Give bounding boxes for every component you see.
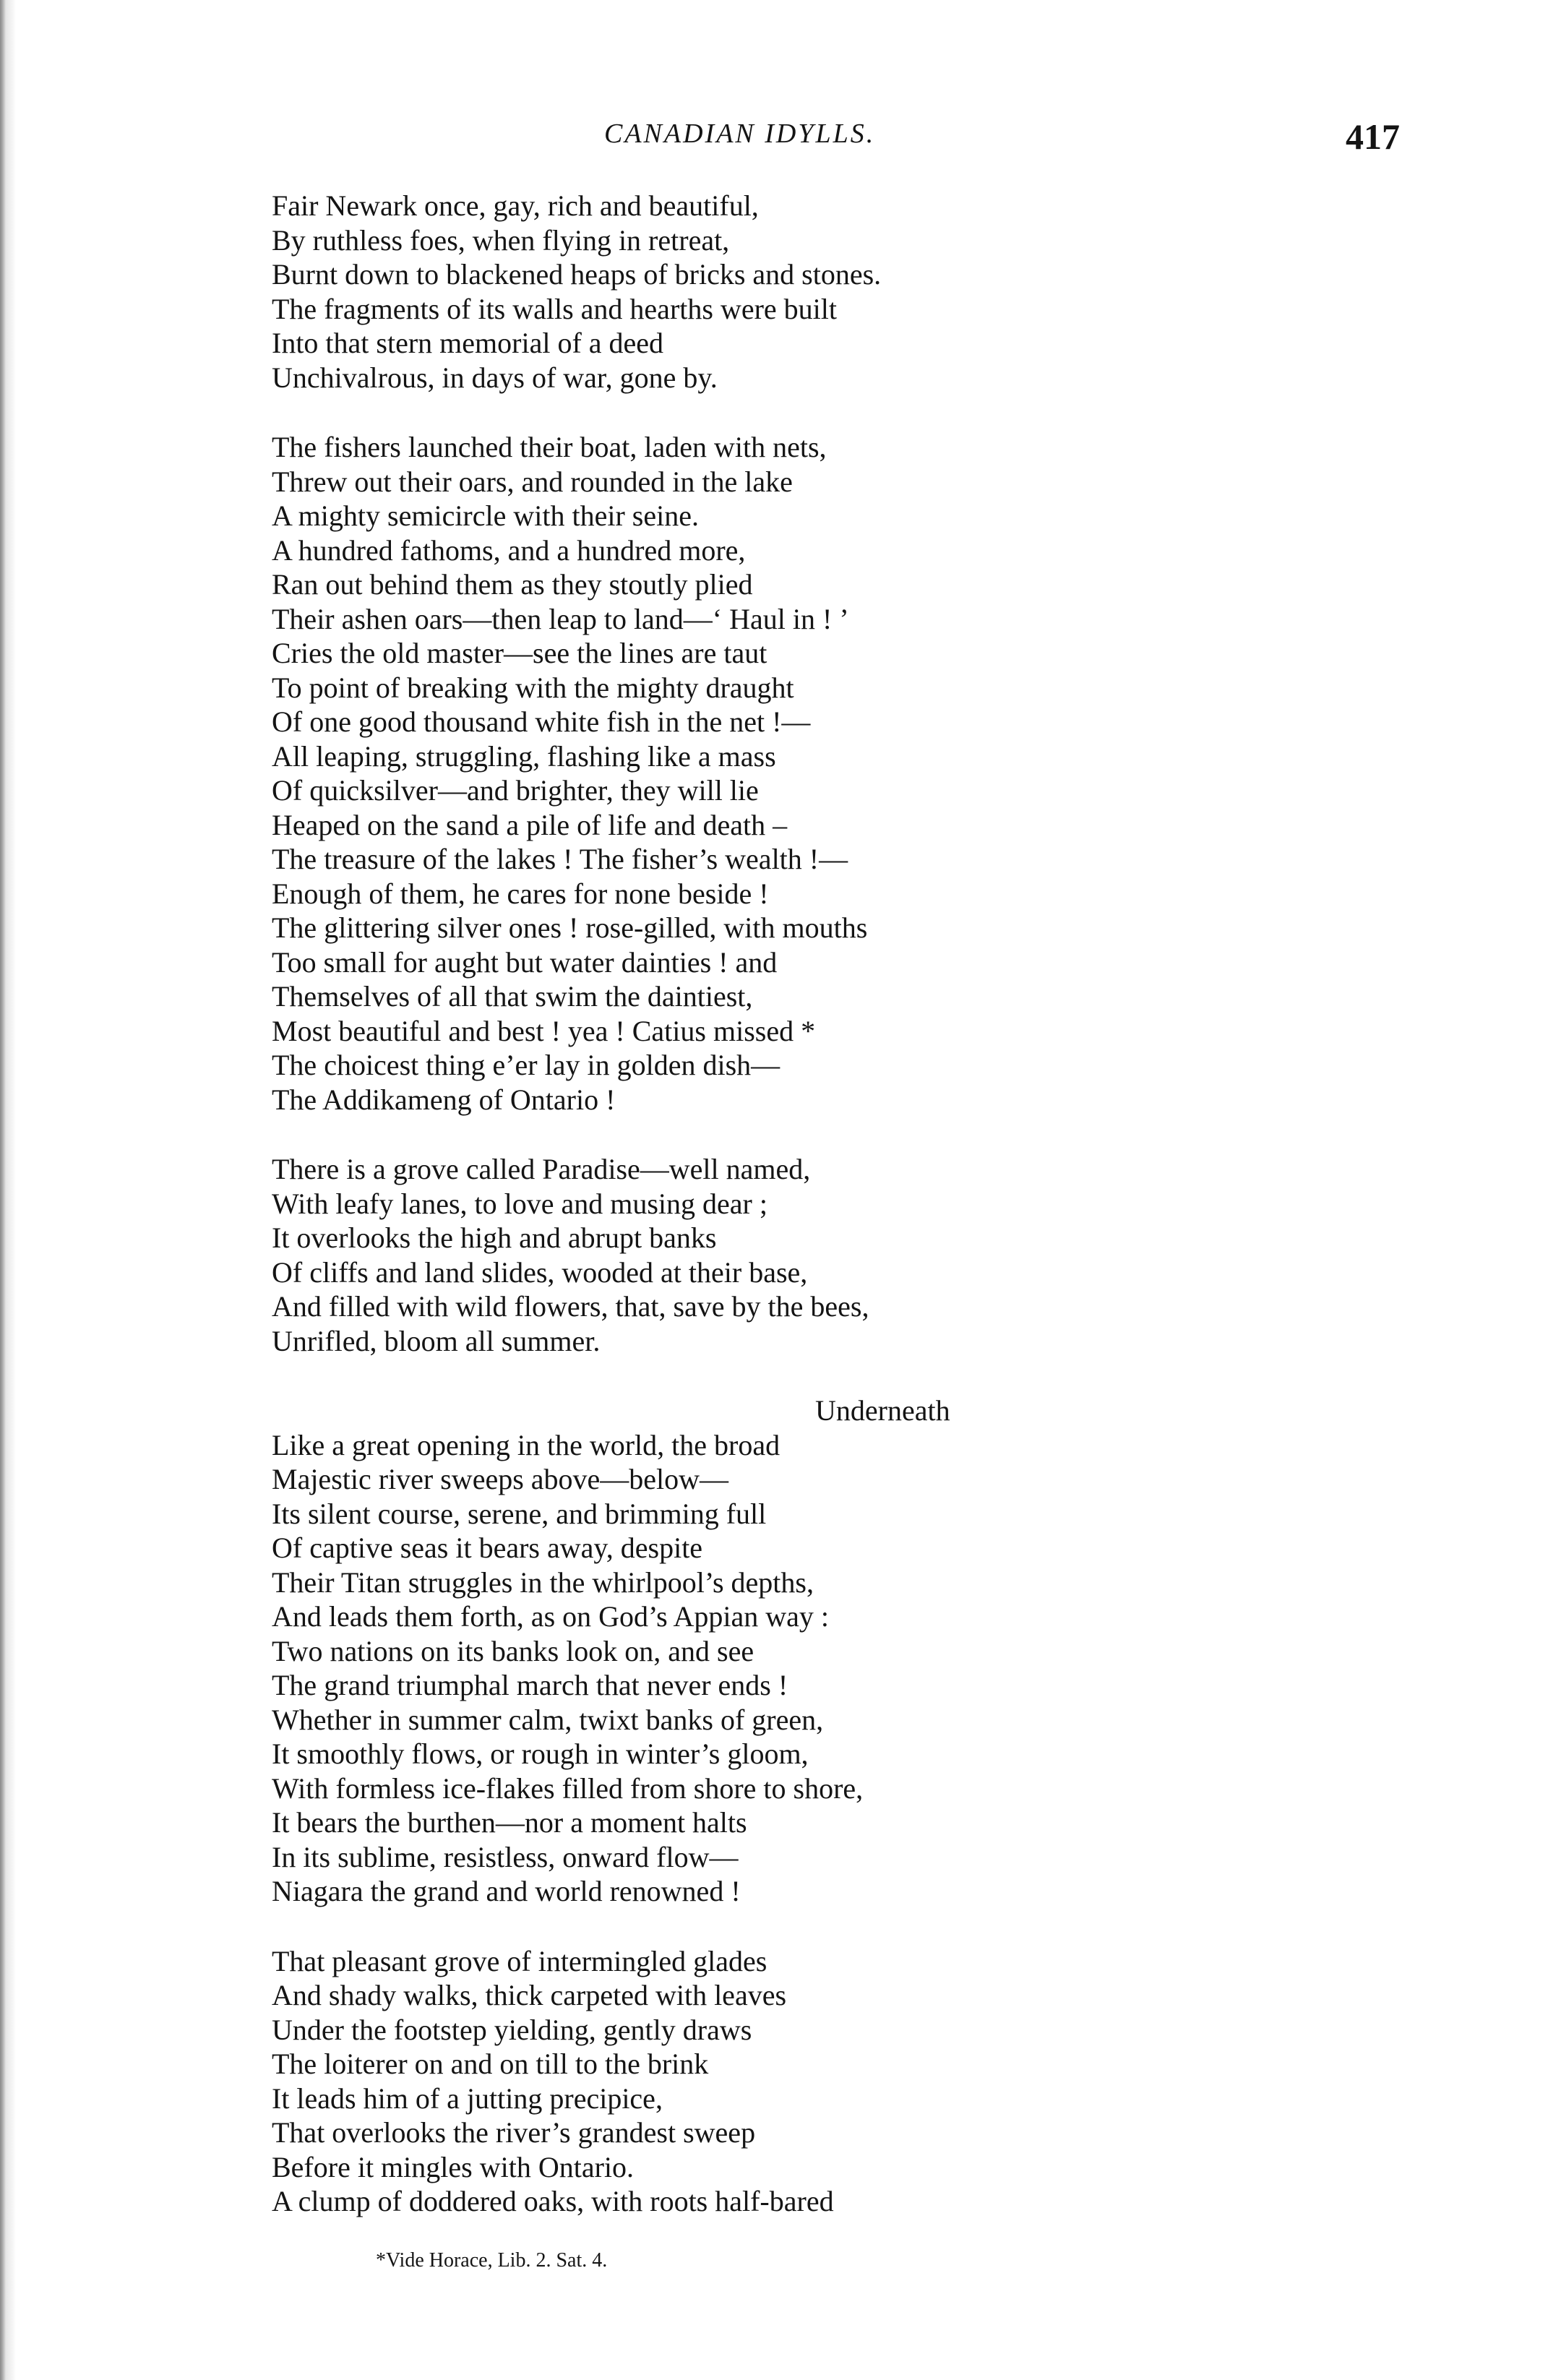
stanza-3	[272, 1152, 1110, 1358]
verse-line: Heaped on the sand a pile of life and death –	[272, 808, 788, 841]
verse-line: The grand triumphal march that never ends !	[272, 1669, 788, 1701]
page-number: 417	[1346, 116, 1400, 157]
verse-line: Of quicksilver—and brighter, they will lie	[272, 774, 759, 807]
running-title: CANADIAN IDYLLS.	[604, 119, 876, 149]
verse-line: The choicest thing e’er lay in golden dish—	[272, 1049, 780, 1081]
verse-line: And shady walks, thick carpeted with leaves	[272, 1979, 787, 2011]
verse-line: With leafy lanes, to love and musing dear ;	[272, 1187, 767, 1220]
scanned-page-edge	[0, 0, 16, 2380]
verse-line: In its sublime, resistless, onward flow—	[272, 1840, 739, 1873]
verse-line: Threw out their oars, and rounded in the lake	[272, 465, 793, 498]
stanza-1	[272, 189, 1110, 395]
verse-line: It smoothly flows, or rough in winter’s gloom,	[272, 1737, 809, 1770]
verse-line-indented: Underneath	[815, 1394, 950, 1427]
verse-line: It overlooks the high and abrupt banks	[272, 1221, 717, 1254]
verse-line: Of cliffs and land slides, wooded at their base,	[272, 1255, 808, 1289]
verse-line: There is a grove called Paradise—well named,	[272, 1153, 811, 1185]
verse-line: Cries the old master—see the lines are taut	[272, 637, 767, 669]
verse-line: Their Titan struggles in the whirlpool’s depths,	[272, 1565, 814, 1599]
poem-body	[272, 189, 1110, 2254]
verse-line: Of captive seas it bears away, despite	[272, 1531, 703, 1564]
verse-line: The loiterer on and on till to the brink	[272, 2048, 709, 2080]
verse-line: The glittering silver ones ! rose-gilled, with mouths	[272, 911, 868, 944]
verse-line: Fair Newark once, gay, rich and beautiful,	[272, 189, 759, 222]
verse-line: To point of breaking with the mighty draught	[272, 671, 794, 704]
verse-line: Niagara the grand and world renowned !	[272, 1875, 741, 1907]
footnote: *Vide Horace, Lib. 2. Sat. 4.	[376, 2249, 608, 2272]
verse-line: Unchivalrous, in days of war, gone by.	[272, 361, 718, 394]
verse-line: Themselves of all that swim the daintiest,	[272, 980, 753, 1013]
verse-line: A hundred fathoms, and a hundred more,	[272, 533, 746, 567]
verse-line: And leads them forth, as on God’s Appian way :	[272, 1600, 829, 1633]
verse-line: Under the footstep yielding, gently draws	[272, 2013, 752, 2046]
verse-line: Two nations on its banks look on, and see	[272, 1634, 754, 1667]
verse-line: A mighty semicircle with their seine.	[272, 499, 699, 532]
verse-line: Majestic river sweeps above—below—	[272, 1463, 729, 1495]
verse-line: Into that stern memorial of a deed	[272, 327, 664, 359]
verse-line: All leaping, struggling, flashing like a mass	[272, 739, 776, 773]
verse-line: With formless ice-flakes filled from shore to shore,	[272, 1771, 864, 1805]
verse-line: Too small for aught but water dainties ! and	[272, 945, 778, 979]
stanza-5	[272, 1944, 1110, 2219]
verse-line: Their ashen oars—then leap to land—‘ Haul in ! ’	[272, 602, 849, 635]
stanza-2	[272, 430, 1110, 1117]
verse-line: Its silent course, serene, and brimming full	[272, 1497, 767, 1530]
verse-line: By ruthless foes, when flying in retreat,	[272, 223, 730, 257]
verse-line: Most beautiful and best ! yea ! Catius missed *	[272, 1014, 816, 1047]
verse-line: Before it mingles with Ontario.	[272, 2150, 635, 2183]
verse-line: Ran out behind them as they stoutly plied	[272, 568, 753, 601]
verse-line: Whether in summer calm, twixt banks of green,	[272, 1703, 824, 1736]
stanza-4	[272, 1393, 1110, 1909]
verse-line: Enough of them, he cares for none beside !	[272, 877, 769, 910]
verse-line: Burnt down to blackened heaps of bricks and stones.	[272, 258, 882, 291]
verse-line: That overlooks the river’s grandest sweep	[272, 2116, 756, 2149]
verse-line: It leads him of a jutting precipice,	[272, 2082, 663, 2115]
verse-line: A clump of doddered oaks, with roots half-bared	[272, 2185, 834, 2217]
verse-line: It bears the burthen—nor a moment halts	[272, 1806, 747, 1839]
verse-line: Like a great opening in the world, the broad	[272, 1428, 780, 1461]
verse-line: And filled with wild flowers, that, save by the bees,	[272, 1290, 869, 1323]
verse-line: Of one good thousand white fish in the net !—	[272, 705, 811, 738]
verse-line: Unrifled, bloom all summer.	[272, 1324, 601, 1357]
verse-line: The Addikameng of Ontario !	[272, 1083, 616, 1116]
verse-line: That pleasant grove of intermingled glades	[272, 1944, 767, 1977]
verse-line: The fragments of its walls and hearths were built	[272, 292, 837, 325]
verse-line: The fishers launched their boat, laden with nets,	[272, 431, 827, 463]
verse-line: The treasure of the lakes ! The fisher’s wealth !—	[272, 843, 848, 875]
